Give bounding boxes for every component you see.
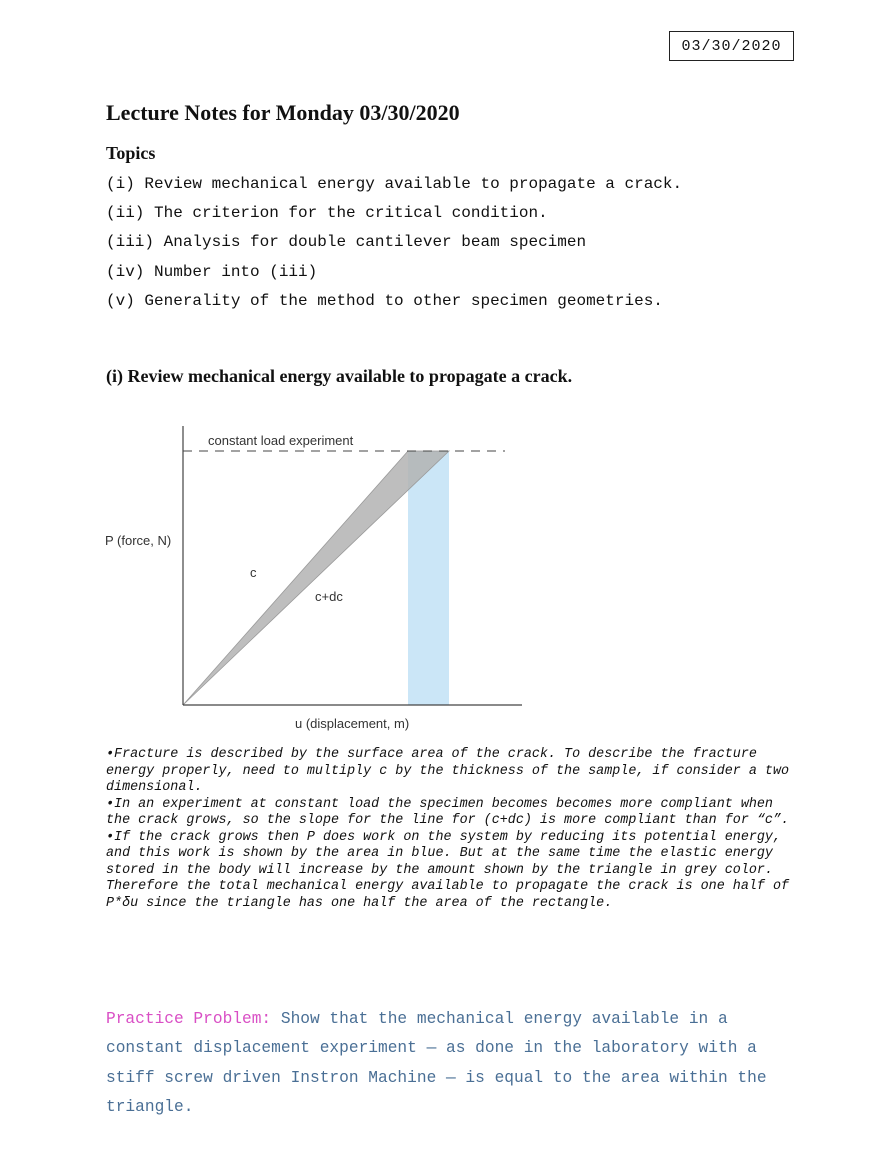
date-text: 03/30/2020 [681,37,782,55]
load-label: constant load experiment [208,433,354,448]
section-heading: (i) Review mechanical energy available to propagate a crack. [106,366,573,386]
topics-heading: Topics [106,143,156,163]
note-paragraph: •If the crack grows then P does work on the system by reducing its potential energy, and this work is shown by the area in blue. But at the same time the elastic energy stored in the body will increase by the amount shown by the triangle in grey color. Therefore the total mechanical energy available to propagate the crack is one half of P*δu since the triangle has one half the area of the rectangle. [106,829,790,911]
topic-item: (iii) Analysis for double cantilever beam specimen [106,233,587,252]
topic-item: (i) Review mechanical energy available to propagate a crack. [106,175,683,193]
note-paragraph: •Fracture is described by the surface area of the crack. To describe the fracture energy properly, need to multiply c by the thickness of the sample, if consider a two dimensional. [106,747,790,795]
date-box [669,31,794,61]
topics-list [106,173,682,319]
work-rectangle [408,451,449,705]
energy-diagram [100,418,530,738]
topic-item: (ii) The criterion for the critical condition. [106,204,548,223]
topic-item: (v) Generality of the method to other specimen geometries. [106,291,663,310]
topic-item: (iv) Number into (iii) [106,262,318,281]
page-title: Lecture Notes for Monday 03/30/2020 [106,100,460,125]
practice-problem [106,1005,796,1122]
practice-text: Show that the mechanical energy available in a constant displacement experiment — as done in the laboratory with a stiff screw driven Instron Machine — is equal to the area within the triangle. [106,1010,767,1116]
practice-label: Practice Problem: [106,1010,272,1028]
x-axis-label: u (displacement, m) [295,716,410,731]
line-cdc-label: c+dc [315,589,343,604]
line-c-label: c [250,565,257,580]
notes [106,747,796,912]
y-axis-label: P (force, N) [105,533,172,548]
energy-diagram-svg [100,418,530,738]
note-paragraph: •In an experiment at constant load the specimen becomes becomes more compliant when the crack grows, so the slope for the line for (c+dc) is more compliant than for “c”. [106,796,790,828]
